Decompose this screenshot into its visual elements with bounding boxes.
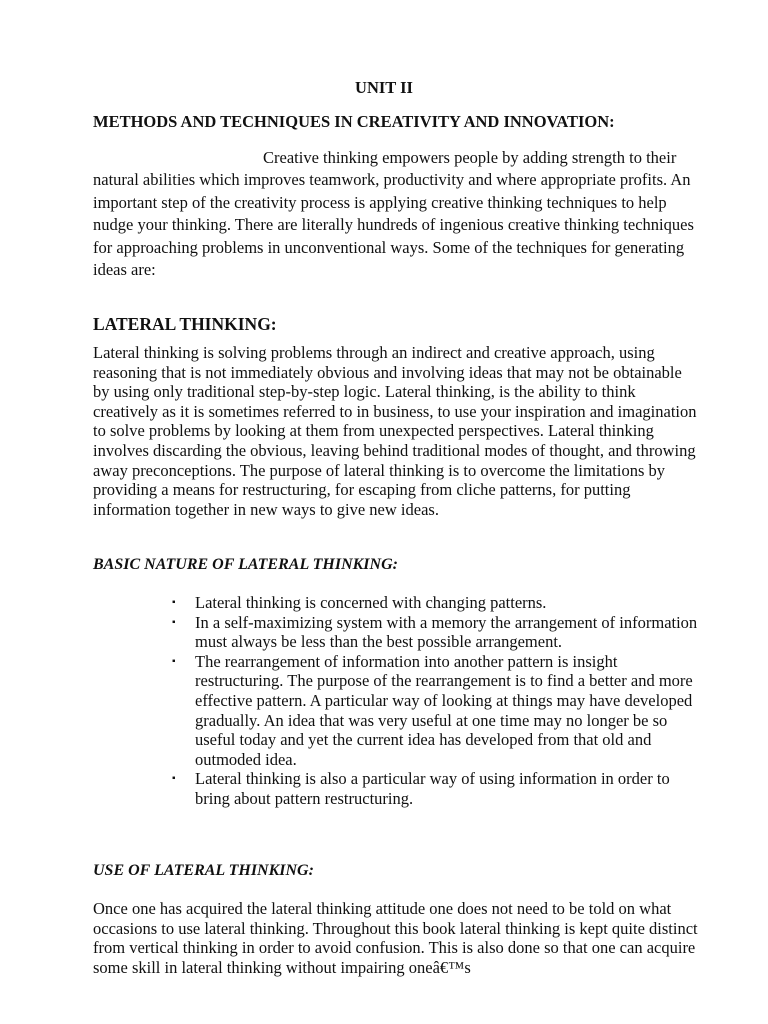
intro-paragraph: Creative thinking empowers people by adding strength to their natural abilities which improves teamwork, productivity and where appropriate profits. An important step of the creativity process is applying creative thinking techniques to help nudge your thinking. There are literally hundreds of ingenious creative thinking techniques for approaching problems in unconventional ways. Some of the techniques for generating ideas are: — [93, 148, 694, 280]
basic-nature-list — [172, 593, 702, 809]
bullet-icon: ▪ — [172, 655, 176, 667]
unit-title: UNIT II — [355, 78, 413, 97]
list-item — [172, 769, 702, 808]
use-of-lateral-thinking-paragraph: Once one has acquired the lateral thinking attitude one does not need to be told on what occasions to use lateral thinking. Throughout this book lateral thinking is kept quite distinct from vertical thinking in order to avoid confusion. This is also done so that one can acquire some skill in lateral thinking without impairing oneâ€™s — [93, 899, 698, 977]
bullet-icon: ▪ — [172, 616, 176, 628]
list-item-text: Lateral thinking is concerned with changing patterns. — [195, 593, 547, 612]
bullet-icon: ▪ — [172, 597, 176, 608]
list-item — [172, 613, 702, 652]
use-of-lateral-thinking-heading: USE OF LATERAL THINKING: — [93, 862, 314, 879]
bullet-icon: ▪ — [172, 773, 176, 785]
basic-nature-heading: BASIC NATURE OF LATERAL THINKING: — [93, 556, 398, 573]
list-item — [172, 593, 702, 613]
list-item — [172, 652, 702, 770]
lateral-thinking-heading: LATERAL THINKING: — [93, 314, 277, 334]
list-item-text: In a self-maximizing system with a memory the arrangement of information must always be less than the best possible arrangement. — [195, 612, 698, 652]
list-item-text: The rearrangement of information into another pattern is insight restructuring. The purpose of the rearrangement is to find a better and more effective pattern. A particular way of looking at things may have developed gradually. An idea that was very useful at one time may no longer be so useful today and yet the current idea has developed from that old and outmoded idea. — [195, 651, 693, 769]
lateral-thinking-paragraph: Lateral thinking is solving problems through an indirect and creative approach, using reasoning that is not immediately obvious and involving ideas that may not be obtainable by using only traditional step-by-step logic. Lateral thinking, is the ability to think creatively as it is sometimes referred to in business, to use your inspiration and imagination to solve problems by looking at them from unexpected perspectives. Lateral thinking involves discarding the obvious, leaving behind traditional modes of thought, and throwing away preconceptions. The purpose of lateral thinking is to overcome the limitations by providing a means for restructuring, for escaping from cliche patterns, for putting information together in new ways to give new ideas. — [93, 343, 697, 519]
list-item-text: Lateral thinking is also a particular way of using information in order to bring about pattern restructuring. — [195, 769, 670, 808]
main-heading: METHODS AND TECHNIQUES IN CREATIVITY AND INNOVATION: — [93, 112, 615, 131]
